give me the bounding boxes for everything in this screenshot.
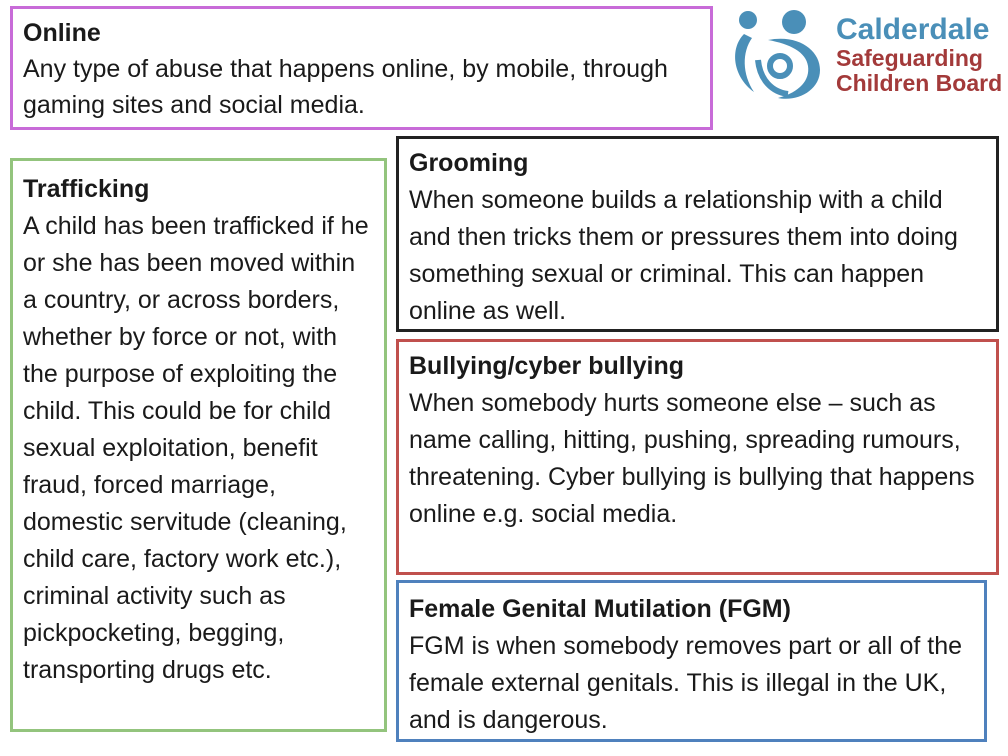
bullying-body: When somebody hurts someone else – such as name calling, hitting, pushing, spreading rumours, threatening. Cyber bullying is bullying that happens online e.g. social media. [409, 389, 975, 528]
family-logo-icon [728, 4, 828, 104]
online-box [10, 6, 713, 130]
calderdale-logo [728, 4, 1004, 104]
bullying-title: Bullying/cyber bullying [409, 352, 685, 380]
logo-line-3: Children Board [836, 70, 1003, 96]
online-title: Online [23, 19, 101, 47]
grooming-title: Grooming [409, 149, 529, 177]
online-body: Any type of abuse that happens online, by mobile, through gaming sites and social media. [23, 55, 668, 119]
fgm-box [396, 580, 987, 742]
trafficking-title: Trafficking [23, 175, 150, 203]
trafficking-box [10, 158, 387, 732]
trafficking-body: A child has been trafficked if he or she has been moved within a country, or across borders, whether by force or not, with the purpose of exploiting the child. This could be for child sexual exploitation, benefit fraud, forced marriage, domestic servitude (cleaning, child care, factory work etc.), criminal activity such as pickpocketing, begging, transporting drugs etc. [23, 212, 369, 684]
bullying-box [396, 339, 999, 575]
logo-line-2: Safeguarding [836, 45, 983, 71]
grooming-body: When someone builds a relationship with a child and then tricks them or pressures them into doing something sexual or criminal. This can happen online as well. [409, 186, 958, 325]
fgm-body: FGM is when somebody removes part or all of the female external genitals. This is illegal in the UK, and is dangerous. [409, 632, 963, 734]
fgm-title: Female Genital Mutilation (FGM) [409, 595, 791, 623]
logo-line-1: Calderdale [836, 13, 990, 46]
grooming-box [396, 136, 999, 332]
